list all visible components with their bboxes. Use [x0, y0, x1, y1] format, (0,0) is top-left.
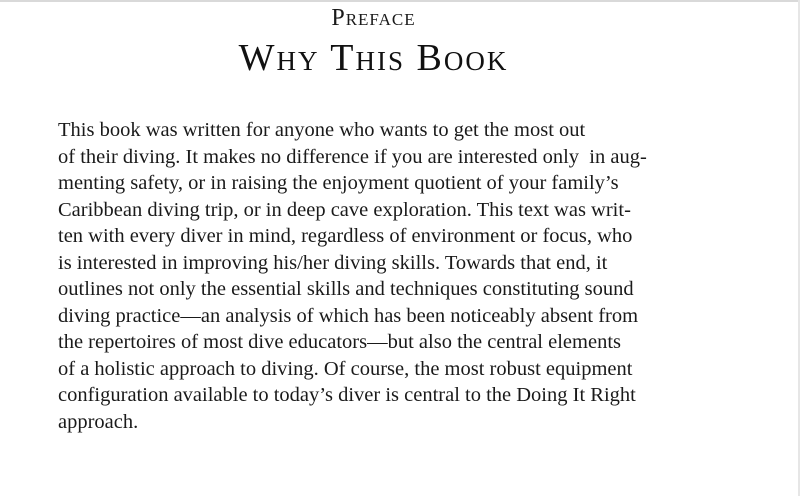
paragraph-line: configuration available to today’s diver is central to the Doing It Right: [58, 384, 636, 406]
top-divider: [0, 0, 800, 2]
paragraph-line: diving practice—an analysis of which has been noticeably absent from: [58, 304, 639, 327]
body-paragraph: [58, 117, 758, 435]
paragraph-line: the repertoires of most dive educators—but also the central elements: [58, 331, 621, 353]
chapter-title: Why This Book: [238, 37, 509, 79]
paragraph-line: of a holistic approach to diving. Of course, the most robust equipment: [58, 357, 633, 380]
paragraph-line: This book was written for anyone who wants to get the most out: [58, 119, 586, 141]
paragraph-line: approach.: [58, 410, 139, 433]
paragraph-line: Caribbean diving trip, or in deep cave exploration. This text was writ-: [58, 198, 631, 221]
paragraph-line: outlines not only the essential skills and techniques constituting sound: [58, 278, 634, 300]
paragraph-line: ten with every diver in mind, regardless of environment or focus, who: [58, 225, 633, 247]
paragraph-line: is interested in improving his/her diving skills. Towards that end, it: [58, 251, 608, 274]
paragraph-line: menting safety, or in raising the enjoyment quotient of your family’s: [58, 172, 619, 194]
section-label: Preface: [331, 5, 416, 31]
paragraph-line: of their diving. It makes no difference if you are interested only in aug-: [58, 145, 647, 168]
